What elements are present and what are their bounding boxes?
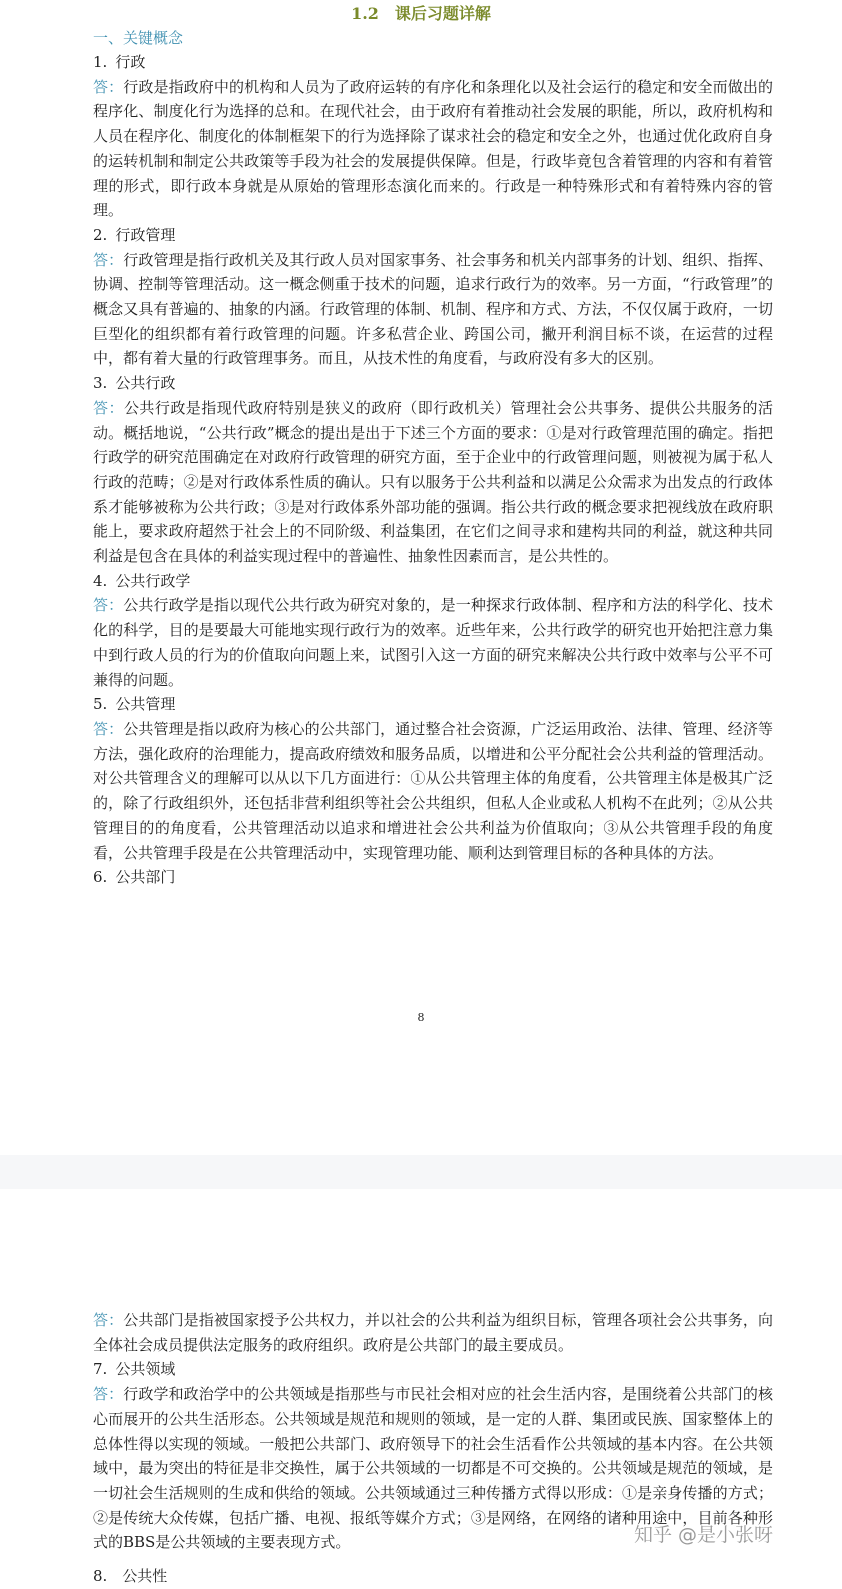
list-item [93,569,773,693]
list-item [93,50,773,223]
answer-text: 行政是指政府中的机构和人员为了政府运转的有序化和条理化以及社会运行的稳定和安全而做出的程序化、制度化行为选择的总和。在现代社会，由于政府有着推动社会发展的职能，所以，政府机构和人员在程序化、制度化的体制框架下的行为选择除了谋求社会的稳定和安全之外，也通过优化政府自身的运转机制和制定公共政策等手段为社会的发展提供保障。但是，行政毕竟包含着管理的内容和有着管理的形式，即行政本身就是从原始的管理形态演化而来的。行政是一种特殊形式和有着特殊内容的管理。 [93,77,773,220]
answer-text: 公共部门是指被国家授予公共权力，并以社会的公共利益为组织目标，管理各项社会公共事务，向全体社会成员提供法定服务的政府组织。政府是公共部门的最主要成员。 [93,1311,773,1354]
page-number: 8 [417,1011,425,1024]
term-number: 4. [93,571,108,590]
answer-label: 答： [93,1385,124,1404]
answer-label: 答： [93,596,124,615]
list-item [93,371,773,569]
cut-off-term: 8. 公共性 [93,1567,168,1585]
answer-label: 答： [93,250,124,269]
answer-text: 行政管理是指行政机关及其行政人员对国家事务、社会事务和机关内部事务的计划、组织、指挥、协调、控制等管理活动。这一概念侧重于技术的问题，追求行政行为的效率。另一方面，“行政管理”的概念又具有普遍的、抽象的内涵。行政管理的体制、机制、程序和方式、方法，不仅仅属于政府，一切巨型化的组织都有着行政管理的问题。许多私营企业、跨国公司，撇开利润目标不谈，在运营的过程中，都有着大量的行政管理事务。而且，从技术性的角度看，与政府没有多大的区别。 [93,250,773,368]
term-title: 公共行政 [115,374,176,393]
concept-list [93,50,773,890]
term-title: 公共行政学 [115,571,191,590]
answer-label: 答： [93,398,124,417]
answer-text: 行政学和政治学中的公共领域是指那些与市民社会相对应的社会生活内容，是围绕着公共部门的核心而展开的公共生活形态。公共领域是规范和规则的领域，是一定的人群、集团或民族、国家整体上的总体性得以实现的领域。一般把公共部门、政府领导下的社会生活看作公共领域的基本内容。在公共领域中，最为突出的特征是非交换性，属于公共领域的一切都是不可交换的。公共领域是规范的领域，是一切社会生活规则的生成和供给的领域。公共领域通过三种传播方式得以形成：①是亲身传播的方式；②是传统大众传媒，包括广播、电视、报纸等媒介方式；③是网络，在网络的诸种用途中，目前各种形式的BBS是公共领域的主要表现方式。 [93,1385,773,1552]
term-title: 公共部门 [115,868,176,887]
list-item [93,223,773,371]
watermark: 知乎 @是小张呀 [634,1524,774,1546]
answer-label: 答： [93,719,124,738]
answer-text: 公共管理是指以政府为核心的公共部门，通过整合社会资源，广泛运用政治、法律、管理、经济等方法，强化政府的治理能力，提高政府绩效和服务品质，以增进和公平分配社会公共利益的管理活动。对公共管理含义的理解可以从以下几方面进行：①从公共管理主体的角度看，公共管理主体是极其广泛的，除了行政组织外，还包括非营利组织等社会公共组织，但私人企业或私人机构不在此列；②从公共管理目的的角度看，公共管理活动以追求和增进社会公共利益为价值取向；③从公共管理手段的角度看，公共管理手段是在公共管理活动中，实现管理功能、顺利达到管理目标的各种具体的方法。 [93,719,773,862]
concept-list-continued [93,1308,773,1555]
term-number: 2. [93,225,108,244]
term-title: 公共管理 [115,695,176,714]
term-number: 6. [93,868,108,887]
answer-label: 答： [93,77,124,96]
term-number: 7. [93,1360,108,1379]
term-title: 公共领域 [115,1360,176,1379]
term-title: 行政 [115,53,146,71]
list-item [93,865,773,890]
term-number: 5. [93,695,108,714]
section-title: 1.2 课后习题详解 [351,4,491,23]
list-item [93,1308,773,1357]
term-number: 1. [93,53,108,71]
answer-text: 公共行政学是指以现代公共行政为研究对象的，是一种探求行政体制、程序和方法的科学化、技术化的科学，目的是要最大可能地实现行政行为的效率。近些年来，公共行政学的研究也开始把注意力集中到行政人员的行为的价值取向问题上来，试图引入这一方面的研究来解决公共行政中效率与公平不可兼得的问题。 [93,596,773,689]
list-item [93,692,773,865]
answer-text: 公共行政是指现代政府特别是狭义的政府（即行政机关）管理社会公共事务、提供公共服务的活动。概括地说，“公共行政”概念的提出是出于下述三个方面的要求：①是对行政管理范围的确定。指把行政学的研究范围确定在对政府行政管理的研究方面，至于企业中的行政管理问题，则被视为属于私人行政的范畴；②是对行政体系性质的确认。只有以服务于公共利益和以满足公众需求为出发点的行政体系才能够被称为公共行政；③是对行政体系外部功能的强调。指公共行政的概念要求把视线放在政府职能上，要求政府超然于社会上的不同阶级、利益集团，在它们之间寻求和建构共同的利益，就这种共同利益是包含在具体的利益实现过程中的普遍性、抽象性因素而言，是公共性的。 [93,398,773,566]
document-page-2 [0,1189,842,1589]
answer-label: 答： [93,1311,124,1329]
heading-key-concepts: 一、关键概念 [93,29,184,47]
page-separator [0,1155,842,1189]
term-number: 3. [93,374,108,393]
term-title: 行政管理 [115,225,176,244]
